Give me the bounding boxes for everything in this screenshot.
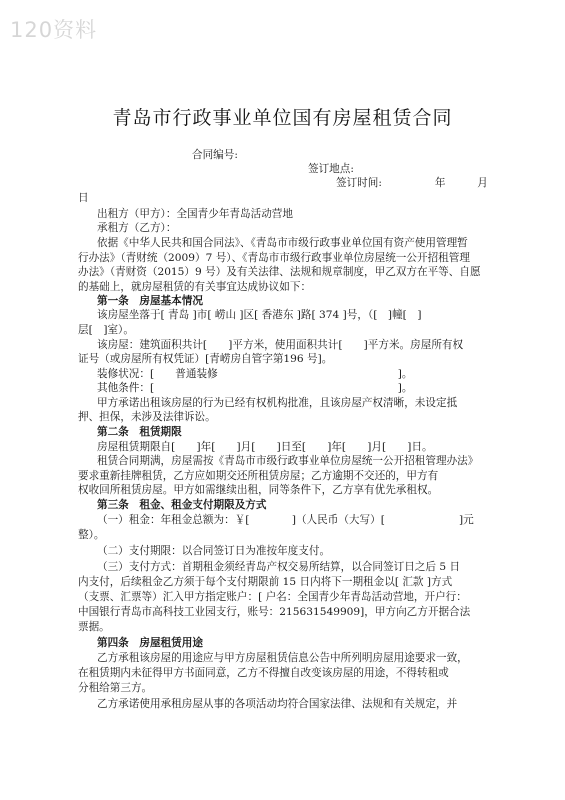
lessee-line: 承租方（乙方）： <box>97 222 177 234</box>
document-title: 青岛市行政事业单位国有房屋租赁合同 <box>112 107 453 129</box>
article-3-line: 中国银行青岛市高科技工业园支行，账号：215631549909]，甲方向乙方开据合法 <box>78 606 471 618</box>
article-2-line: 租赁合同期满，房屋需按《青岛市市级行政事业单位房屋统一公开招租管理办法》 <box>97 455 479 467</box>
article-2-heading: 第二条 租赁期限 <box>97 426 182 438</box>
watermark-text: 120资料 <box>10 18 98 42</box>
article-1-line: 证号（或房屋所有权凭证）[青崂房自管字第196 号]。 <box>78 353 333 365</box>
article-1-line: 其他条件：[ ]。 <box>97 382 413 394</box>
article-3-line: （三）支付方式：首期租金须经青岛产权交易所结算，以合同签订日之后 5 日 <box>97 561 461 573</box>
article-4-line: 乙方承租该房屋的用途应与甲方房屋租赁信息公告中所列明房屋用途要求一致， <box>97 652 468 664</box>
article-1-line: 装修状况：[ 普通装修 ]。 <box>97 368 413 380</box>
article-1-line: 该房屋：建筑面积共计[ ]平方米，使用面积共计[ ]平方米。房屋所有权 <box>97 339 464 351</box>
article-2-line: 房屋租赁期限自[ ]年[ ]月[ ]日至[ ]年[ ]月[ ]日。 <box>97 441 433 453</box>
article-4-line: 乙方承诺使用承租房屋从事的各项活动均符合国家法律、法规和有关规定，并 <box>97 698 458 710</box>
article-1-line: 层[ ]室）。 <box>78 324 134 336</box>
lessor-line: 出租方（甲方）：全国青少年青岛活动营地 <box>97 208 293 220</box>
article-1-line: 该房屋坐落于[ 青岛 ]市[ 崂山 ]区[ 香港东 ]路[ 374 ]号，（[ ]幢[ ] <box>97 309 422 321</box>
article-3-line: （支票、汇票等）汇入甲方指定账户：[ 户名：全国青少年青岛活动营地，开户行： <box>78 591 467 603</box>
preamble-line: 的基础上，就房屋租赁的有关事宜达成协议如下： <box>78 281 312 293</box>
article-2-line: 要求重新挂牌租赁，乙方应如期交还所租赁房屋；乙方逾期不交还的，甲方有 <box>78 470 439 482</box>
preamble-line: 行办法》（青财统（2009）7 号）、《青岛市市级行政事业单位房屋统一公开招租管理 <box>78 252 470 264</box>
article-3-line: （一）租金：年租金总额为：￥[ ]（人民币（大写）[ ]元 <box>97 514 474 526</box>
article-3-line: 整）。 <box>78 529 105 541</box>
article-3-line: 票据。 <box>78 621 110 633</box>
article-2-line: 权收回所租赁房屋。甲方如需继续出租，同等条件下，乙方享有优先承租权。 <box>78 484 439 496</box>
sign-place-label: 签订地点: <box>308 163 354 175</box>
article-4-line: 分租给第三方。 <box>78 682 153 694</box>
article-3-line: （二）支付期限：以合同签订日为准按年度支付。 <box>97 545 331 557</box>
preamble-line: 办法》（青财资（2015）9 号）及有关法律、法规和规章制度，甲乙双方在平等、自愿 <box>78 266 481 278</box>
article-1-line: 甲方承诺出租该房屋的行为已经有权机构批准，且该房屋产权清晰，未设定抵 <box>97 397 458 409</box>
article-3-line: 内支付，后续租金乙方须于每个支付期限前 15 日内将下一期租金以[ 汇款 ]方式 <box>78 576 453 588</box>
article-1-line: 押、担保，未涉及法律诉讼。 <box>78 411 216 423</box>
preamble-line: 依据《中华人民共和国合同法》、《青岛市市级行政事业单位国有资产使用管理暂 <box>97 237 468 249</box>
article-4-line: 在租赁期内未征得甲方书面同意，乙方不得擅自改变该房屋的用途，不得转租或 <box>78 667 449 679</box>
article-4-heading: 第四条 房屋租赁用途 <box>97 637 203 649</box>
sign-time-day: 日 <box>78 192 89 204</box>
sign-time-label: 签订时间: 年 月 <box>336 177 488 189</box>
contract-number-label: 合同编号: <box>192 149 238 161</box>
article-3-heading: 第三条 租金、租金支付期限及方式 <box>97 499 267 511</box>
article-1-heading: 第一条 房屋基本情况 <box>97 295 203 307</box>
